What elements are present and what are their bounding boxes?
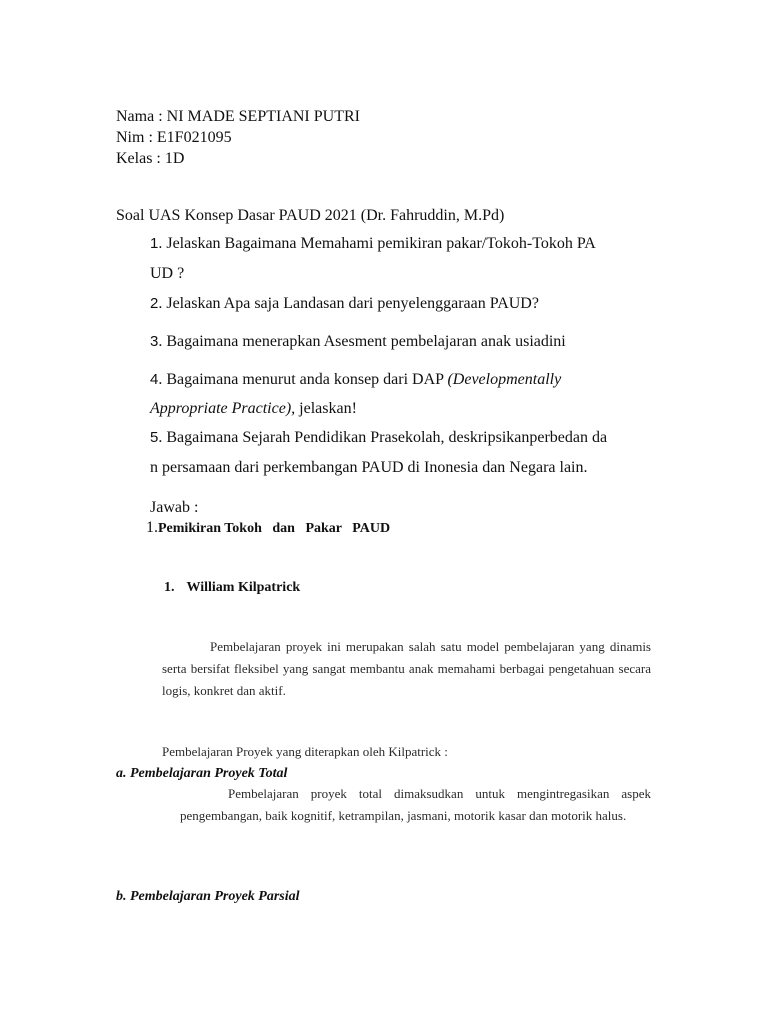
student-name: Nama : NI MADE SEPTIANI PUTRI <box>116 108 360 125</box>
question-1 <box>150 235 596 253</box>
answer-heading-text: Pemikiran Tokoh dan Pakar PAUD <box>158 521 391 536</box>
question-text: . Bagaimana Sejarah Pendidikan Prasekolah, deskripsikanperbedan da <box>158 429 608 446</box>
subheading-number: 1. <box>164 580 175 595</box>
question-text-italic: Appropriate Practice), <box>150 400 296 417</box>
question-text: . Jelaskan Bagaimana Memahami pemikiran pakar/Tokoh-Tokoh PA <box>158 235 596 252</box>
paragraph-text: Pembelajaran proyek ini merupakan salah satu model pembelajaran yang dinamis serta bersifat fleksibel yang sangat membantu anak memahami berbagai pengetahuan secara logis, konkret dan aktif. <box>162 639 651 698</box>
question-5 <box>150 429 607 447</box>
question-text: . Jelaskan Apa saja Landasan dari penyelenggaraan PAUD? <box>158 295 539 312</box>
question-4-continued <box>150 400 357 418</box>
section-a-paragraph <box>180 783 651 827</box>
question-1-continued: UD ? <box>150 265 185 282</box>
question-text-italic: (Developmentally <box>447 371 562 388</box>
student-nim: Nim : E1F021095 <box>116 129 232 146</box>
paragraph-kilpatrick-intro: Pembelajaran Proyek yang diterapkan oleh Kilpatrick : <box>162 744 448 759</box>
question-number: 4 <box>150 371 159 388</box>
subheading-william-kilpatrick <box>164 580 300 596</box>
question-3 <box>150 333 566 351</box>
question-number: 3 <box>150 333 159 350</box>
subheading-text: William Kilpatrick <box>186 580 301 595</box>
question-number: 2 <box>150 295 159 312</box>
exam-title: Soal UAS Konsep Dasar PAUD 2021 (Dr. Fahruddin, M.Pd) <box>116 207 505 224</box>
question-text: . Bagaimana menurut anda konsep dari DAP <box>158 371 448 388</box>
question-number: 5 <box>150 429 159 446</box>
student-class: Kelas : 1D <box>116 150 185 167</box>
question-2 <box>150 295 539 313</box>
section-a-heading: a. Pembelajaran Proyek Total <box>116 766 288 781</box>
paragraph-text: Pembelajaran proyek total dimaksudkan untuk mengintregasikan aspek pengembangan, baik kognitif, ketrampilan, jasmani, motorik kasar dan motorik halus. <box>180 786 651 823</box>
question-5-continued: n persamaan dari perkembangan PAUD di Inonesia dan Negara lain. <box>150 459 588 476</box>
answer-label: Jawab : <box>150 499 199 516</box>
answer-heading-number: 1. <box>146 519 158 536</box>
question-number: 1 <box>150 235 159 252</box>
answer-heading <box>146 519 390 537</box>
question-4 <box>150 371 561 389</box>
section-b-heading: b. Pembelajaran Proyek Parsial <box>116 889 300 904</box>
paragraph-project-learning <box>162 636 651 702</box>
question-text: . Bagaimana menerapkan Asesment pembelajaran anak usiadini <box>158 333 566 350</box>
question-text: jelaskan! <box>295 400 357 417</box>
